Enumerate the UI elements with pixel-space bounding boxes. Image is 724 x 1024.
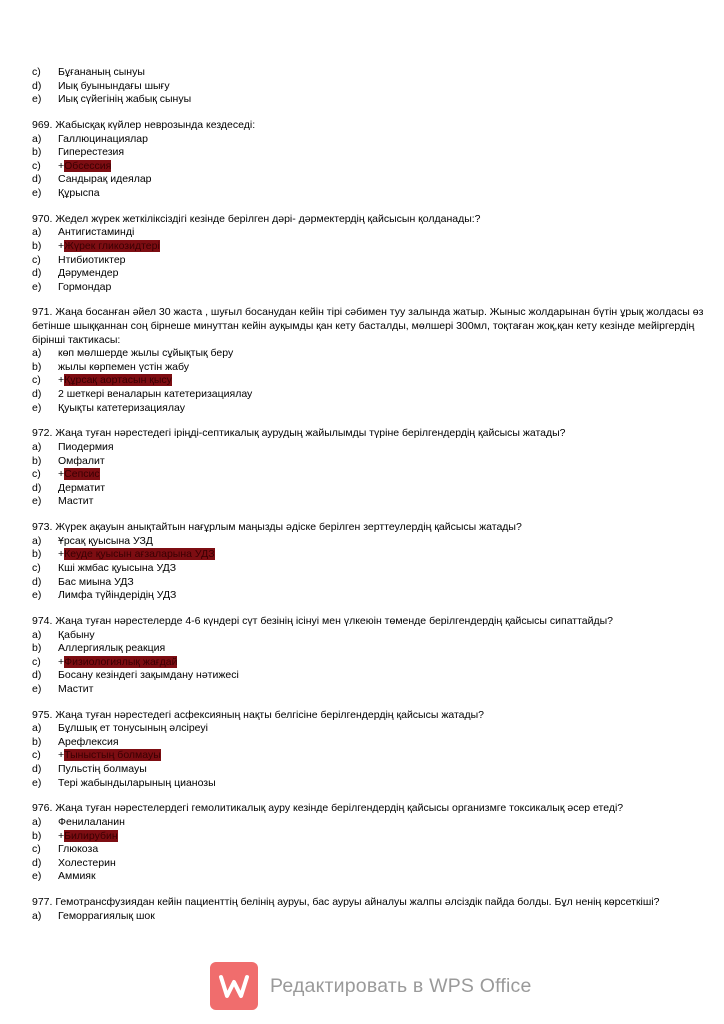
option-letter: d) — [32, 669, 42, 682]
question-block — [32, 213, 712, 295]
option-text: Холестерин — [58, 856, 116, 869]
answer-option — [32, 669, 712, 683]
option-letter: b) — [32, 548, 42, 561]
option-letter: b) — [32, 239, 42, 252]
answer-option — [32, 816, 712, 830]
question-block — [32, 615, 712, 697]
option-letter: a) — [32, 909, 42, 922]
option-text: Аммияк — [58, 870, 96, 883]
wps-edit-label[interactable]: Редактировать в WPS Office — [270, 974, 532, 997]
option-text: Бас миына УДЗ — [58, 575, 134, 588]
correct-answer-text: +Құрсақ аортасын қысу — [58, 374, 172, 387]
option-letter: b) — [32, 735, 42, 748]
option-text: Қабыну — [58, 628, 95, 641]
option-letter: c) — [32, 561, 41, 574]
option-letter: b) — [32, 146, 42, 159]
question-text: 969. Жабысқақ күйлер неврозында кездеседі: — [32, 118, 256, 131]
option-text: Мастит — [58, 682, 94, 695]
option-letter: a) — [32, 347, 42, 360]
option-text: Босану кезіндегі зақымдану нәтижесі — [58, 669, 239, 682]
option-text: Қуықты катетеризациялау — [58, 401, 185, 414]
option-text: Гормондар — [58, 280, 112, 293]
answer-option — [32, 133, 712, 147]
answer-option — [32, 388, 712, 402]
option-letter: c) — [32, 253, 41, 266]
answer-option — [32, 736, 712, 750]
question-text: 971. Жаңа босанған әйел 30 жаста , шуғыл босанудан кейін тірі сәбимен туу залында жатыр. Жыныс жолдарынан бүтін ұрық жолдасы өз бетінше шыққаннан соң бірнеше минуттан кейін ауқымды қан кету басталды, мөлшері 300мл, тоқтаған жоқ,қан кету кезінде мейіргердің бірінші тактикасы: — [32, 306, 704, 346]
question-text: 975. Жаңа туған нәрестедегі асфексияның нақты белгісіне берілгендердің қайсысы жатады? — [32, 708, 484, 721]
question-text: 970. Жедел жүрек жеткіліксіздігі кезінде берілген дәрі- дәрмектердің қайсысын қолданады:? — [32, 212, 481, 225]
option-text: Бұғананың сынуы — [58, 66, 145, 78]
correct-answer-text: +Кеуде қуысын ағзаларына УДЗ — [58, 548, 215, 561]
answer-option — [32, 361, 712, 375]
option-letter: e) — [32, 589, 42, 602]
option-text: Глюкоза — [58, 843, 99, 856]
option-text: Мастит — [58, 495, 94, 508]
question-text: 976. Жаңа туған нәрестелердегі гемолитикалық ауру кезінде берілгендердің қайсысы организмге токсикалық әсер етеді? — [32, 802, 624, 815]
answer-option — [32, 629, 712, 643]
answer-option — [32, 562, 712, 576]
option-text: Кші жмбас қуысына УДЗ — [58, 561, 177, 574]
correct-answer-text: +Жүрек гликозидтері — [58, 239, 160, 252]
correct-answer-text: +Обсессия — [58, 159, 112, 172]
wps-edit-banner[interactable] — [210, 962, 532, 1010]
option-letter: c) — [32, 749, 41, 762]
correct-answer-text: +Билирубин — [58, 829, 118, 842]
option-letter: b) — [32, 360, 42, 373]
option-letter: e) — [32, 870, 42, 883]
option-text: Пульстің болмауы — [58, 763, 147, 776]
option-letter: e) — [32, 93, 42, 106]
option-text: Аллергиялық реакция — [58, 642, 166, 655]
answer-option — [32, 683, 712, 697]
question-block — [32, 119, 712, 201]
option-letter: c) — [32, 843, 41, 856]
answer-option — [32, 80, 712, 94]
option-letter: e) — [32, 401, 42, 414]
option-letter: e) — [32, 280, 42, 293]
option-text: Бұлшық ет тонусының әлсіреуі — [58, 722, 208, 735]
option-text: Арефлексия — [58, 735, 119, 748]
option-letter: d) — [32, 388, 42, 401]
question-text: 977. Гемотрансфузиядан кейін пациенттің белінің ауруы, бас ауруы айналуы жалпы әлсіздік пайда болды. Бұл ненің көрсеткіші? — [32, 896, 660, 909]
option-letter: d) — [32, 173, 42, 186]
option-letter: e) — [32, 776, 42, 789]
answer-option — [32, 870, 712, 884]
option-letter: e) — [32, 186, 42, 199]
option-text: Құрыспа — [58, 186, 100, 199]
option-text: 2 шеткері веналарын катетеризациялау — [58, 388, 253, 401]
option-letter: a) — [32, 441, 42, 453]
option-text: Фенилаланин — [58, 816, 125, 828]
option-letter: d) — [32, 79, 42, 92]
option-text: көп мөлшерде жылы сұйықтық беру — [58, 347, 234, 360]
option-text: Ұрсақ қуысына УЗД — [58, 534, 153, 547]
question-block — [32, 802, 712, 884]
option-text: Омфалит — [58, 454, 105, 467]
option-letter: a) — [32, 628, 42, 641]
option-letter: d) — [32, 267, 42, 280]
option-text: Пиодермия — [58, 441, 114, 453]
option-letter: d) — [32, 481, 42, 494]
correct-answer-text: +Физиологиялық жағдай — [58, 655, 178, 668]
option-letter: d) — [32, 763, 42, 776]
option-text: Нтибиотиктер — [58, 253, 126, 266]
option-letter: e) — [32, 682, 42, 695]
answer-option — [32, 495, 712, 509]
answer-option — [32, 281, 712, 295]
option-text: Сандырақ идеялар — [58, 173, 152, 186]
answer-option — [32, 843, 712, 857]
answer-option — [32, 347, 712, 361]
answer-option — [32, 187, 712, 201]
answer-option — [32, 830, 712, 844]
answer-option — [32, 66, 712, 80]
document-page — [32, 66, 712, 936]
option-letter: b) — [32, 642, 42, 655]
question-text: 974. Жаңа туған нәрестелерде 4-6 күндері сүт безінің ісінуі мен үлкеюін төменде берілгендердің қайсысы сипаттайды? — [32, 614, 614, 627]
answer-option — [32, 240, 712, 254]
wps-logo-icon[interactable] — [210, 962, 258, 1010]
answer-option — [32, 146, 712, 160]
option-letter: c) — [32, 159, 41, 172]
answer-option — [32, 93, 712, 107]
option-text: Галлюцинациялар — [58, 132, 148, 145]
question-block — [32, 427, 712, 509]
answer-option — [32, 722, 712, 736]
answer-option — [32, 642, 712, 656]
answer-option — [32, 749, 712, 763]
question-text: 973. Жүрек ақауын анықтайтын нағұрлым маңызды әдіске берілген зерттеулердің қайсысы жатады? — [32, 521, 522, 534]
answer-option — [32, 482, 712, 496]
answer-option — [32, 441, 712, 455]
answer-option — [32, 763, 712, 777]
option-letter: a) — [32, 226, 42, 239]
option-letter: d) — [32, 856, 42, 869]
answer-option — [32, 535, 712, 549]
question-block — [32, 896, 712, 923]
question-block — [32, 709, 712, 791]
option-text: Антигистаминді — [58, 226, 135, 239]
question-block — [32, 66, 712, 107]
option-letter: a) — [32, 722, 42, 735]
option-text: Дерматит — [58, 481, 106, 494]
option-letter: c) — [32, 468, 41, 481]
answer-option — [32, 777, 712, 791]
question-text: 972. Жаңа туған нәрестедегі іріңді-септикалық аурудың жайылымды түріне берілгендердің қайсысы жатады? — [32, 427, 566, 440]
option-letter: a) — [32, 816, 42, 828]
option-letter: c) — [32, 66, 41, 78]
answer-option — [32, 589, 712, 603]
option-letter: b) — [32, 829, 42, 842]
answer-option — [32, 402, 712, 416]
option-letter: e) — [32, 495, 42, 508]
answer-option — [32, 656, 712, 670]
answer-option — [32, 548, 712, 562]
answer-option — [32, 173, 712, 187]
answer-option — [32, 455, 712, 469]
option-letter: d) — [32, 575, 42, 588]
option-text: жылы көрпемен үстін жабу — [58, 360, 189, 373]
correct-answer-text: +Сепсис — [58, 468, 100, 481]
option-text: Гиперестезия — [58, 146, 125, 159]
answer-option — [32, 226, 712, 240]
option-text: Иық буынындағы шығу — [58, 79, 170, 92]
answer-option — [32, 468, 712, 482]
option-letter: a) — [32, 132, 42, 145]
answer-option — [32, 267, 712, 281]
option-letter: c) — [32, 374, 41, 387]
option-text: Тері жабындыларының цианозы — [58, 776, 216, 789]
answer-option — [32, 374, 712, 388]
question-block — [32, 521, 712, 603]
answer-option — [32, 910, 712, 924]
option-text: Лимфа түйіндерідің УДЗ — [58, 589, 177, 602]
option-text: Иық сүйегінің жабық сынуы — [58, 93, 192, 106]
answer-option — [32, 576, 712, 590]
answer-option — [32, 857, 712, 871]
option-letter: b) — [32, 454, 42, 467]
option-text: Дәрумендер — [58, 267, 119, 280]
question-block — [32, 306, 712, 415]
option-text: Геморрагиялық шок — [58, 909, 155, 922]
answer-option — [32, 160, 712, 174]
correct-answer-text: +Тыныстың болмауы — [58, 749, 161, 762]
option-letter: c) — [32, 655, 41, 668]
answer-option — [32, 254, 712, 268]
option-letter: a) — [32, 534, 42, 547]
